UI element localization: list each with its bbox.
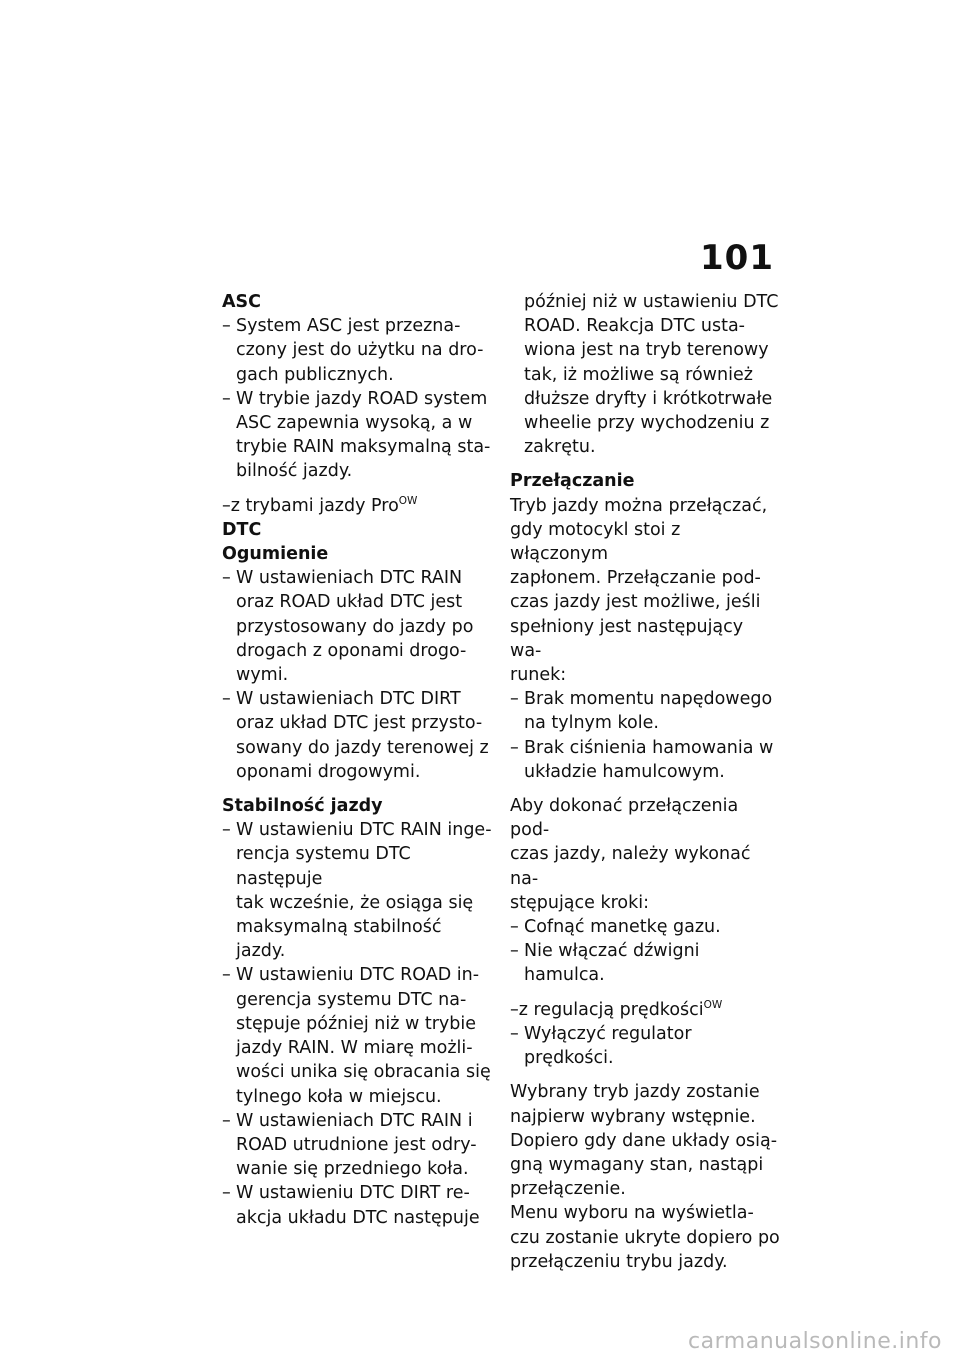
asc-list-item: – W trybie jazdy ROAD system ASC zapewnia wysoką, a w trybie RAIN maksymalną sta- bilność jazdy. — [222, 387, 492, 484]
condition-list-item: – Brak ciśnienia hamowania w układzie hamulcowym. — [510, 736, 780, 784]
speed-control-line: –z regulacją prędkości$^{OW}$ — [510, 998, 723, 1020]
tyres-list-item: – W ustawieniach DTC RAIN oraz ROAD układ DTC jest przystosowany do jazdy po drogach z oponami drogo- wymi. — [222, 566, 492, 687]
stability-list — [222, 818, 492, 1229]
pro-mode-tag: OW — [398, 494, 418, 507]
pro-mode-text: z trybami jazdy Pro — [230, 495, 399, 516]
watermark: carmanualsonline.info — [688, 1329, 942, 1354]
tyres-heading: Ogumienie — [222, 544, 329, 565]
steps-list — [510, 915, 780, 988]
left-column — [222, 290, 492, 1230]
switching-text: Tryb jazdy można przełączać, gdy motocykl stoi z włączonym zapłonem. Przełączanie pod- czas jazdy jest możliwe, jeśli spełniony jest następujący wa- runek: — [510, 495, 768, 686]
steps-list-item: – Nie włączać dźwigni hamulca. — [510, 939, 780, 987]
speed-control-tag: OW — [703, 998, 723, 1011]
stability-heading: Stabilność jazdy — [222, 796, 383, 817]
pro-mode-line: –z trybami jazdy Pro$^{OW}$ — [222, 494, 418, 516]
speed-control-text: z regulacją prędkości — [518, 999, 704, 1020]
speed-control-list-item: – Wyłączyć regulator prędkości. — [510, 1022, 780, 1070]
asc-heading: ASC — [222, 292, 261, 312]
continued-text: później niż w ustawieniu DTC ROAD. Reakcja DTC usta- wiona jest na tryb terenowy tak, iż możliwe są również dłuższe dryfty i krótkotrwałe wheelie przy wychodzeniu z zakrętu. — [524, 292, 779, 458]
stability-list-item: – W ustawieniu DTC DIRT re- akcja układu DTC następuje — [222, 1181, 492, 1229]
selection-text: Wybrany tryb jazdy zostanie najpierw wybrany wstępnie. Dopiero gdy dane układy osią- gną wymagany stan, nastąpi przełączenie. Menu wyboru na wyświetla- czu zostanie ukryte dopiero po przełączeniu trybu jazdy. — [510, 1082, 780, 1272]
stability-list-item: – W ustawieniach DTC RAIN i ROAD utrudnione jest odry- wanie się przedniego koła. — [222, 1109, 492, 1182]
tyres-list-item: – W ustawieniach DTC DIRT oraz układ DTC jest przysto- sowany do jazdy terenowej z oponami drogowymi. — [222, 687, 492, 784]
condition-list-item: – Brak momentu napędowego na tylnym kole. — [510, 687, 780, 735]
steps-list-item: – Cofnąć manetkę gazu. — [510, 915, 780, 939]
right-column — [510, 290, 780, 1274]
switching-heading: Przełączanie — [510, 471, 635, 492]
page-number: 101 — [700, 238, 774, 278]
asc-list — [222, 314, 492, 483]
steps-intro: Aby dokonać przełączenia pod- czas jazdy, należy wykonać na- stępujące kroki: — [510, 796, 751, 913]
condition-list — [510, 687, 780, 784]
dtc-heading: DTC — [222, 519, 262, 540]
tyres-list — [222, 566, 492, 784]
stability-list-item: – W ustawieniu DTC RAIN inge- rencja systemu DTC następuje tak wcześnie, że osiąga się maksymalną stabilność jazdy. — [222, 818, 492, 963]
asc-list-item: – System ASC jest przezna- czony jest do użytku na dro- gach publicznych. — [222, 314, 492, 387]
speed-control-list — [510, 1022, 780, 1070]
stability-list-item: – W ustawieniu DTC ROAD in- gerencja systemu DTC na- stępuje później niż w trybie jazdy RAIN. W miarę możli- wości unika się obracania się tylnego koła w miejscu. — [222, 963, 492, 1108]
